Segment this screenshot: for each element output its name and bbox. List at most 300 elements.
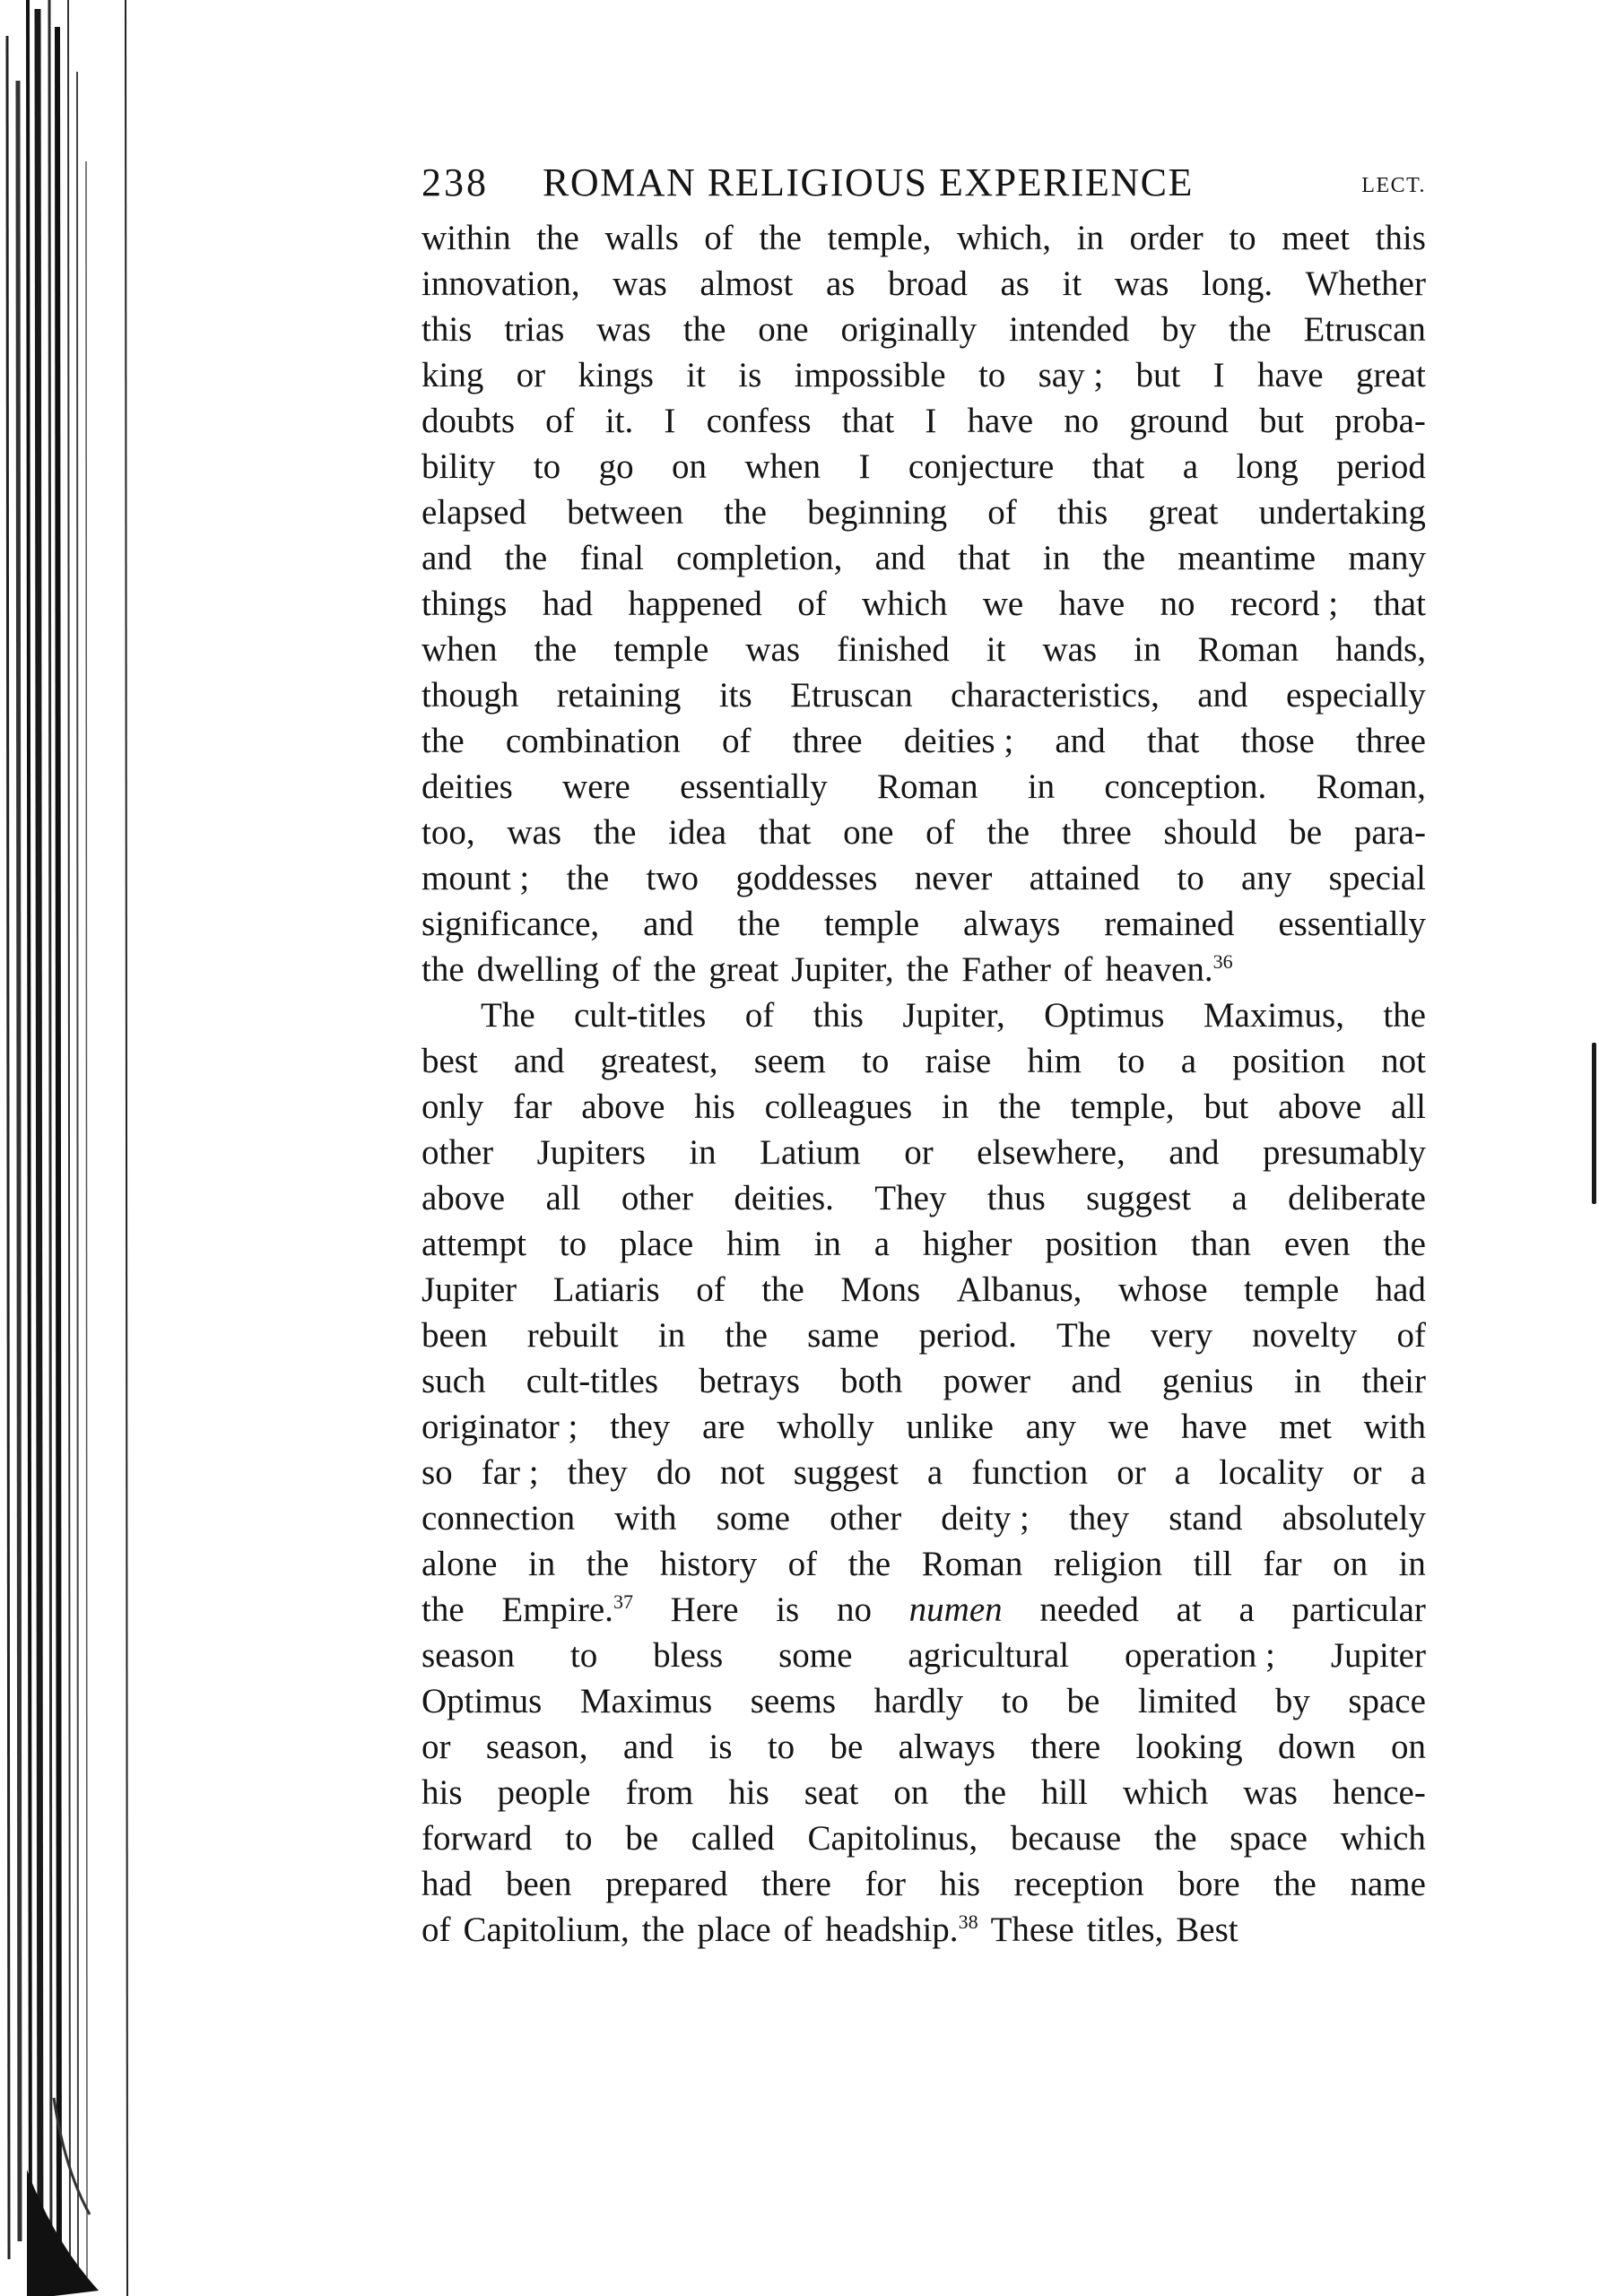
- word: long.: [1202, 264, 1273, 303]
- word: season,: [485, 1728, 588, 1766]
- word: same: [807, 1316, 880, 1355]
- word: suggest: [793, 1453, 899, 1492]
- word: great: [1355, 356, 1426, 394]
- word: a: [1174, 1453, 1191, 1492]
- word: even: [1283, 1225, 1351, 1263]
- word: met: [1279, 1408, 1332, 1446]
- word: Capitolinus,: [807, 1819, 978, 1858]
- word: Albanus,: [956, 1270, 1082, 1309]
- word: the: [586, 1545, 630, 1583]
- word: kings: [578, 356, 654, 394]
- word: Roman: [876, 767, 978, 806]
- word: the: [725, 1316, 768, 1355]
- word: that: [1091, 447, 1145, 486]
- word: one: [758, 310, 809, 349]
- word: or: [1352, 1453, 1382, 1492]
- word: the: [641, 1910, 685, 1949]
- word: I: [1212, 356, 1225, 394]
- word: all: [1391, 1087, 1426, 1126]
- word: season: [421, 1636, 515, 1675]
- word: a: [1180, 1042, 1197, 1080]
- word: the: [504, 539, 548, 577]
- word: was: [745, 630, 801, 669]
- word: his: [728, 1773, 769, 1812]
- word: his: [421, 1773, 463, 1812]
- word: with: [1363, 1408, 1426, 1446]
- word: deities ;: [903, 722, 1014, 760]
- running-head: [421, 152, 1426, 215]
- word: forward: [421, 1819, 533, 1858]
- word: in: [942, 1087, 969, 1126]
- word: was: [613, 264, 667, 303]
- text-line: [421, 261, 1426, 307]
- word: we: [982, 585, 1024, 623]
- word: be: [1289, 813, 1323, 852]
- word: above: [421, 1179, 506, 1217]
- text-line: [421, 1404, 1426, 1450]
- word: I: [858, 447, 871, 486]
- word: titles,: [1086, 1910, 1164, 1949]
- word: power: [943, 1362, 1031, 1400]
- footnote-ref[interactable]: 38: [958, 1910, 978, 1933]
- word: not: [719, 1453, 765, 1492]
- word: there: [761, 1865, 831, 1903]
- word: which: [862, 585, 948, 623]
- word: Latium: [760, 1133, 861, 1172]
- word: from: [625, 1773, 694, 1812]
- word: locality: [1219, 1453, 1325, 1492]
- word: the: [963, 1773, 1007, 1812]
- word: of: [744, 996, 775, 1035]
- word: Mons: [840, 1270, 921, 1309]
- word: of: [783, 1910, 813, 1949]
- text-line: [421, 1221, 1426, 1267]
- word: on: [1390, 1728, 1426, 1766]
- word: meantime: [1178, 539, 1317, 577]
- word: alone: [421, 1545, 498, 1583]
- word: other: [621, 1179, 693, 1217]
- word: no: [1160, 585, 1195, 623]
- word: temple: [1243, 1270, 1340, 1309]
- word: in: [1398, 1545, 1426, 1583]
- word: of: [987, 493, 1017, 532]
- word: Jupiter: [421, 1270, 517, 1309]
- word: limited: [1137, 1682, 1238, 1720]
- word: go: [598, 447, 634, 486]
- text-line: [421, 1313, 1426, 1358]
- text-line: [421, 215, 1426, 261]
- word: especially: [1286, 676, 1426, 715]
- word: we: [1108, 1408, 1150, 1446]
- word: broad: [888, 264, 968, 303]
- word: order: [1129, 219, 1204, 257]
- word: was: [1114, 264, 1169, 303]
- word: attained: [1029, 859, 1141, 897]
- word: walls: [604, 219, 679, 257]
- text-line: [421, 307, 1426, 352]
- word: and: [1071, 1362, 1122, 1400]
- word: conception.: [1104, 767, 1267, 806]
- word: as: [825, 264, 856, 303]
- word: temple: [613, 630, 709, 669]
- word: idea: [668, 813, 727, 852]
- word: in: [689, 1133, 717, 1172]
- word: temple,: [1070, 1087, 1175, 1126]
- word: a: [1410, 1453, 1426, 1492]
- word: their: [1361, 1362, 1426, 1400]
- word: some: [778, 1636, 853, 1675]
- word: on: [893, 1773, 929, 1812]
- text-line: [421, 764, 1426, 810]
- word: the: [421, 950, 465, 989]
- word: and: [1169, 1133, 1220, 1172]
- word: that: [758, 813, 812, 852]
- word: of: [696, 1270, 726, 1309]
- word: on: [672, 447, 708, 486]
- text-line: [421, 1358, 1426, 1404]
- word: prepared: [605, 1865, 728, 1903]
- word: history: [659, 1545, 758, 1583]
- text-line: [421, 1175, 1426, 1221]
- word: Best: [1176, 1910, 1238, 1949]
- word: Here: [670, 1590, 739, 1629]
- word: space: [1230, 1819, 1308, 1858]
- word: novelty: [1252, 1316, 1358, 1355]
- word: between: [567, 493, 684, 532]
- word: I: [925, 402, 937, 440]
- word: him: [726, 1225, 781, 1263]
- word: para-: [1353, 813, 1426, 852]
- word: always: [898, 1728, 995, 1766]
- text-line: [421, 1815, 1426, 1861]
- word: thus: [986, 1179, 1046, 1217]
- word: presumably: [1262, 1133, 1426, 1172]
- word: bore: [1178, 1865, 1240, 1903]
- word: to: [565, 1819, 593, 1858]
- word: ground: [1129, 402, 1229, 440]
- word: which: [1340, 1819, 1426, 1858]
- word: of: [421, 1910, 451, 1949]
- binding-edge-scan: [0, 0, 143, 2296]
- word: stand: [1169, 1499, 1243, 1538]
- word: hence-: [1332, 1773, 1426, 1812]
- word: to: [1001, 1682, 1029, 1720]
- word: of: [1063, 950, 1093, 989]
- word: absolutely: [1282, 1499, 1426, 1538]
- word: this: [1056, 493, 1108, 532]
- word: Jupiter,: [791, 950, 894, 989]
- word: or: [421, 1728, 451, 1766]
- word: to: [559, 1225, 587, 1263]
- word: that: [958, 539, 1011, 577]
- word: in: [1293, 1362, 1322, 1400]
- word: those: [1240, 722, 1315, 760]
- word: but: [1204, 1087, 1249, 1126]
- word: Etruscan: [790, 676, 913, 715]
- word: be: [625, 1819, 658, 1858]
- word: genius: [1161, 1362, 1254, 1400]
- word: function: [971, 1453, 1089, 1492]
- word: hill: [1041, 1773, 1089, 1812]
- word: not: [1381, 1042, 1426, 1080]
- word: Whether: [1305, 264, 1426, 303]
- word: remained: [1104, 905, 1235, 943]
- word: Jupiters: [536, 1133, 646, 1172]
- word: Capitolium,: [463, 1910, 630, 1949]
- word: down: [1277, 1728, 1356, 1766]
- word: raise: [925, 1042, 992, 1080]
- word: at: [1176, 1590, 1202, 1629]
- running-title: ROMAN RELIGIOUS EXPERIENCE: [543, 160, 1194, 204]
- word: temple,: [827, 219, 932, 257]
- text-line: [421, 581, 1426, 627]
- word: of: [612, 950, 641, 989]
- text-line: [421, 1267, 1426, 1313]
- word: it: [986, 630, 1006, 669]
- word: this: [421, 310, 473, 349]
- word: great: [708, 950, 779, 989]
- word: in: [657, 1316, 686, 1355]
- text-line: [421, 398, 1426, 444]
- word: be: [830, 1728, 864, 1766]
- word: never: [914, 859, 993, 897]
- word: proba-: [1334, 402, 1426, 440]
- word: record ;: [1230, 585, 1339, 623]
- word: elsewhere,: [977, 1133, 1125, 1172]
- word: or: [1117, 1453, 1146, 1492]
- word: and: [1197, 676, 1248, 715]
- word: betrays: [699, 1362, 800, 1400]
- text-line: [421, 1633, 1426, 1678]
- text-line: [421, 718, 1426, 764]
- word: Maximus: [579, 1682, 713, 1720]
- word: are: [702, 1408, 745, 1446]
- word: deities: [421, 767, 513, 806]
- word: finished: [837, 630, 950, 669]
- word: seem: [753, 1042, 826, 1080]
- word: was: [1042, 630, 1098, 669]
- word: Etruscan: [1303, 310, 1426, 349]
- word: other: [830, 1499, 902, 1538]
- word: which: [1123, 1773, 1209, 1812]
- word: and: [874, 539, 926, 577]
- text-line: [421, 1724, 1426, 1770]
- word: there: [1030, 1728, 1101, 1766]
- word: it.: [604, 402, 634, 440]
- word-with-footnote: [501, 1587, 633, 1633]
- word: far: [1263, 1545, 1302, 1583]
- word: no: [836, 1590, 872, 1629]
- text-line: [421, 1907, 1426, 1953]
- word: significance,: [421, 905, 600, 943]
- text-line: [421, 1587, 1426, 1633]
- word: was: [507, 813, 561, 852]
- word: confess: [706, 402, 812, 440]
- word: of: [545, 402, 575, 440]
- word: far: [513, 1087, 552, 1126]
- word: been: [421, 1316, 488, 1355]
- word: the: [1228, 310, 1272, 349]
- word-with-footnote: [1105, 947, 1232, 992]
- word: but: [1259, 402, 1304, 440]
- word: his: [694, 1087, 735, 1126]
- word: the: [737, 905, 781, 943]
- word: These: [990, 1910, 1074, 1949]
- word: by: [1274, 1682, 1310, 1720]
- word: all: [545, 1179, 581, 1217]
- word: that: [841, 402, 895, 440]
- word: needed: [1039, 1590, 1139, 1629]
- word: but: [1135, 356, 1181, 394]
- word: the: [682, 310, 726, 349]
- word: final: [579, 539, 644, 577]
- word: so: [421, 1453, 453, 1492]
- word: Father: [961, 950, 1051, 989]
- word: were: [562, 767, 630, 806]
- word: one: [843, 813, 894, 852]
- word: have: [1058, 585, 1125, 623]
- word: operation ;: [1125, 1636, 1275, 1675]
- word: of: [797, 585, 827, 623]
- word: to: [533, 447, 561, 486]
- word: undertaking: [1258, 493, 1426, 532]
- word: Roman: [1197, 630, 1299, 669]
- word: special: [1328, 859, 1426, 897]
- word: higher: [922, 1225, 1012, 1263]
- word: some: [716, 1499, 790, 1538]
- word: the: [986, 813, 1030, 852]
- word: I: [664, 402, 676, 440]
- word: a: [1231, 1179, 1247, 1217]
- word: looking: [1135, 1728, 1243, 1766]
- word: or: [516, 356, 546, 394]
- word: by: [1161, 310, 1197, 349]
- word: hardly: [873, 1682, 964, 1720]
- word: many: [1348, 539, 1426, 577]
- word: whose: [1117, 1270, 1208, 1309]
- word: cult-titles: [526, 1362, 659, 1400]
- word: than: [1190, 1225, 1252, 1263]
- word: be: [1066, 1682, 1100, 1720]
- word: almost: [700, 264, 794, 303]
- word: is: [708, 1728, 733, 1766]
- text-line: [421, 1861, 1426, 1907]
- word: Latiaris: [552, 1270, 660, 1309]
- word: long: [1236, 447, 1299, 486]
- word: in: [1042, 539, 1071, 577]
- word: things: [421, 585, 508, 623]
- word: the: [566, 859, 610, 897]
- word: in: [813, 1225, 841, 1263]
- word: period: [1336, 447, 1426, 486]
- word: and: [421, 539, 473, 577]
- word: Jupiter,: [902, 996, 1005, 1035]
- word: have: [967, 402, 1034, 440]
- word: of: [721, 722, 752, 760]
- word: when: [744, 447, 821, 486]
- text-line: [421, 535, 1426, 581]
- text-line: [421, 1770, 1426, 1815]
- word: the: [1383, 1225, 1426, 1263]
- word: and: [643, 905, 694, 943]
- text-line: [421, 1495, 1426, 1541]
- word: originally: [840, 310, 978, 349]
- word: the: [653, 950, 697, 989]
- footnote-ref[interactable]: 36: [1212, 950, 1233, 973]
- margin-mark: [1592, 1043, 1596, 1204]
- word: him: [1027, 1042, 1082, 1080]
- word: seems: [750, 1682, 837, 1720]
- word: within: [421, 219, 511, 257]
- word: period.: [918, 1316, 1017, 1355]
- word: the: [724, 493, 767, 532]
- word: always: [963, 905, 1061, 943]
- text-line: [421, 947, 1426, 992]
- word: deities.: [734, 1179, 834, 1217]
- word: the: [534, 630, 578, 669]
- section-label: LECT.: [1361, 174, 1426, 197]
- word: or: [904, 1133, 934, 1172]
- word: a: [873, 1225, 891, 1263]
- word: deliberate: [1288, 1179, 1426, 1217]
- text-line: [421, 1130, 1426, 1175]
- word: the: [1153, 1819, 1197, 1858]
- word: as: [1000, 264, 1030, 303]
- word: heaven.: [1105, 950, 1213, 989]
- word: any: [1241, 859, 1292, 897]
- word: to: [569, 1636, 598, 1675]
- word: essentially: [1278, 905, 1426, 943]
- page-number: 238: [421, 160, 489, 204]
- word: though: [421, 676, 519, 715]
- word: position: [1232, 1042, 1345, 1080]
- word: for: [865, 1865, 907, 1903]
- word: attempt: [421, 1225, 526, 1263]
- word: they: [1068, 1499, 1130, 1538]
- word: to: [862, 1042, 890, 1080]
- word: the: [1273, 1865, 1317, 1903]
- word: conjecture: [908, 447, 1055, 486]
- word: in: [1027, 767, 1056, 806]
- word: innovation,: [421, 264, 580, 303]
- word: suggest: [1086, 1179, 1192, 1217]
- word: headship.: [825, 1910, 959, 1949]
- word: of: [926, 813, 955, 852]
- word: name: [1350, 1865, 1426, 1903]
- word: deity ;: [941, 1499, 1030, 1538]
- word: the: [1383, 996, 1426, 1035]
- word: Roman: [921, 1545, 1023, 1583]
- word: do: [656, 1453, 691, 1492]
- word: have: [1256, 356, 1324, 394]
- word: a: [1182, 447, 1198, 486]
- word: king: [421, 356, 484, 394]
- footnote-ref[interactable]: 37: [613, 1590, 633, 1613]
- word: and: [1055, 722, 1106, 760]
- text-line: [421, 352, 1426, 398]
- text-line: [421, 627, 1426, 672]
- word: this: [813, 996, 864, 1035]
- word: the: [421, 1590, 465, 1629]
- word: with: [614, 1499, 677, 1538]
- word: called: [691, 1819, 775, 1858]
- word: say ;: [1038, 356, 1104, 394]
- word: agricultural: [908, 1636, 1070, 1675]
- word: to: [1117, 1042, 1145, 1080]
- text-line: [421, 1084, 1426, 1130]
- text-line: [421, 810, 1426, 855]
- word: which,: [956, 219, 1052, 257]
